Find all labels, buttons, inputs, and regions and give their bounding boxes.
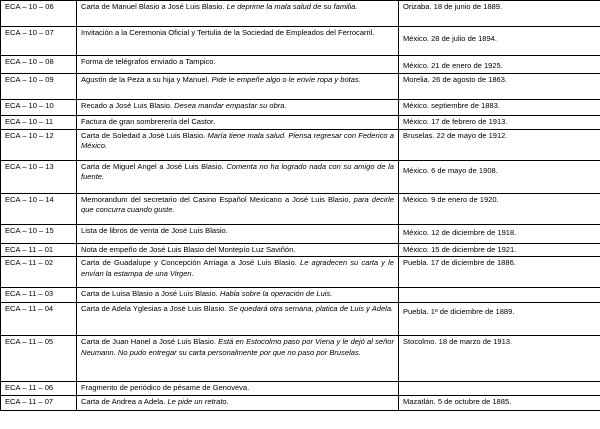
row-code: ECA – 11 – 07 [1, 396, 77, 411]
description-text: Lista de libros de venta de José Luis Blasio. [81, 225, 228, 235]
table-row [1, 382, 600, 396]
row-code: ECA – 10 – 12 [1, 129, 77, 160]
row-description [77, 396, 399, 411]
row-code: ECA – 11 – 04 [1, 303, 77, 336]
row-place-date: Puebla. 17 de diciembre de 1886. [399, 257, 600, 288]
row-code: ECA – 10 – 13 [1, 160, 77, 193]
row-description [77, 193, 399, 224]
description-text: Fragmento de periódico de pésame de Genoveva. [81, 383, 250, 392]
row-place-date: México. septiembre de 1883. [399, 100, 600, 116]
row-description [77, 56, 399, 74]
description-note: Se quedará otra semana, platica de Luis y Adela. [228, 304, 394, 313]
row-code: ECA – 10 – 14 [1, 193, 77, 224]
table-row [1, 243, 600, 257]
description-note: Pide le empeñe algo o le envíe ropa y botas. [211, 75, 361, 84]
row-place-date [399, 224, 600, 243]
description-text: Carta de Luisa Blasio a José Luis Blasio. [81, 289, 218, 298]
row-code: ECA – 10 – 07 [1, 27, 77, 56]
row-description [77, 1, 399, 27]
row-place-date: Morelia. 26 de agosto de 1863. [399, 74, 600, 100]
row-code: ECA – 10 – 15 [1, 224, 77, 243]
description-text: Carta de Miguel Angel a José Luis Blasio. [81, 161, 224, 171]
description-note: Le agradecen su carta y le envían la estampa de una Virgen. [81, 258, 394, 278]
table-row [1, 193, 600, 224]
row-description [77, 243, 399, 257]
table-row [1, 1, 600, 27]
row-code: ECA – 10 – 09 [1, 74, 77, 100]
table-row [1, 336, 600, 382]
row-description [77, 257, 399, 288]
row-place-date: Mazatlán. 5 de octubre de 1885. [399, 396, 600, 411]
row-place-date [399, 303, 600, 336]
description-text: Carta de Soledad a José Luis Blasio. [81, 130, 206, 140]
row-description [77, 160, 399, 193]
table-row [1, 303, 600, 336]
table-row [1, 257, 600, 288]
row-place-date [399, 27, 600, 56]
description-note: Habla sobre la operación de Luis. [219, 289, 333, 298]
description-text: Carta de Manuel Blasio a José Luis Blasio. [81, 2, 225, 11]
row-place-date: Bruselas. 22 de mayo de 1912. [399, 129, 600, 160]
row-code: ECA – 11 – 06 [1, 382, 77, 396]
row-code: ECA – 11 – 02 [1, 257, 77, 288]
description-text: Memorandum del secretario del Casino Español Mexicano a José Luis Blasio, [81, 194, 351, 204]
row-code: ECA – 10 – 06 [1, 1, 77, 27]
row-description [77, 224, 399, 243]
description-text: Nota de empeño de José Luis Blasio del Montepío Luz Saviñón. [81, 244, 296, 254]
description-text: Invitación a la Ceremonia Oficial y Tertulia de la Sociedad de Empleados del Ferrocarril. [81, 28, 375, 37]
description-text: Carta de Guadalupe y Concepción Arriaga a José Luis Blasio. [81, 258, 297, 267]
description-text: Agustín de la Peza a su hija y Manuel. [81, 75, 210, 84]
description-note: María tiene mala salud. Piensa regresar con Federico a México. [81, 130, 394, 150]
description-note: para decirle que concurra cuando guste. [81, 194, 394, 214]
row-place-date [399, 160, 600, 193]
place-date-text: México. 6 de mayo de 1908. [403, 165, 498, 175]
description-note: Comenta no ha logrado nada con su amigo de la fuente. [81, 161, 394, 181]
row-code: ECA – 10 – 10 [1, 100, 77, 116]
table-row [1, 27, 600, 56]
row-description [77, 116, 399, 130]
description-note: Está en Estocolmo paso por Viena y le dejó al señor Neumann. No pudo entregar su carta personalmente por que no paso por Bruselas. [81, 337, 394, 357]
table-row [1, 116, 600, 130]
description-text: Recado a José Luis Blasio. [81, 101, 173, 110]
row-description [77, 303, 399, 336]
row-place-date: Orizaba. 18 de junio de 1889. [399, 1, 600, 27]
row-place-date: México. 17 de febrero de 1913. [399, 116, 600, 130]
row-code: ECA – 11 – 03 [1, 288, 77, 303]
place-date-text: Puebla. 1º de diciembre de 1889. [403, 307, 515, 316]
row-description [77, 382, 399, 396]
description-text: Forma de telégrafos enviado a Tampico. [81, 57, 216, 66]
description-text: Factura de gran sombrerería del Castor. [81, 117, 216, 126]
row-code: ECA – 11 – 01 [1, 243, 77, 257]
table-row [1, 129, 600, 160]
row-place-date [399, 288, 600, 303]
table-row [1, 160, 600, 193]
description-note: Desea mandar empastar su obra. [174, 101, 287, 110]
row-code: ECA – 10 – 08 [1, 56, 77, 74]
description-note: Le pide un retrato. [167, 397, 229, 406]
row-code: ECA – 10 – 11 [1, 116, 77, 130]
place-date-text: México. 28 de julio de 1894. [403, 34, 497, 43]
table-row [1, 396, 600, 411]
row-description [77, 336, 399, 382]
description-note: Le deprime la mala salud de su familia. [226, 2, 358, 11]
row-place-date [399, 56, 600, 74]
row-description [77, 129, 399, 160]
place-date-text: México. 21 de enero de 1925. [403, 61, 503, 70]
row-description [77, 27, 399, 56]
table-row [1, 224, 600, 243]
description-text: Carta de Adela Yglesias a José Luis Blasio. [81, 304, 227, 313]
table-row [1, 56, 600, 74]
row-description [77, 74, 399, 100]
description-text: Carta de Andrea a Adela. [81, 397, 166, 406]
place-date-text: México. 12 de diciembre de 1918. [403, 227, 517, 237]
description-text: Carta de Juan Hanel a José Luis Blasio. [81, 337, 216, 346]
row-code: ECA – 11 – 05 [1, 336, 77, 382]
row-place-date: Stocolmo. 18 de marzo de 1913. [399, 336, 600, 382]
table-row [1, 100, 600, 116]
table-row [1, 288, 600, 303]
row-place-date: México. 9 de enero de 1920. [399, 193, 600, 224]
row-description [77, 100, 399, 116]
row-place-date [399, 382, 600, 396]
row-place-date: México. 15 de diciembre de 1921. [399, 243, 600, 257]
table-row [1, 74, 600, 100]
row-description [77, 288, 399, 303]
